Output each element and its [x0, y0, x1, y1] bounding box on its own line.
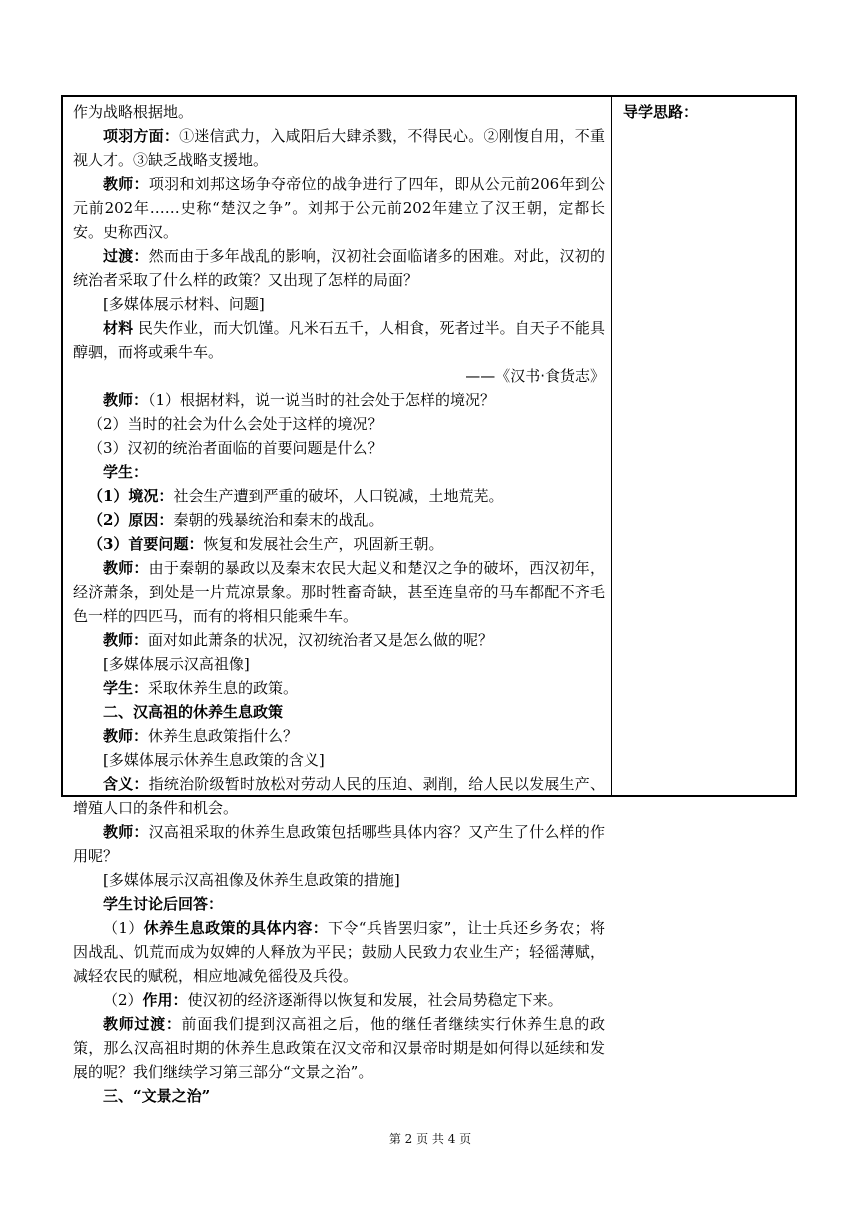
column-divider [611, 97, 612, 795]
paragraph: 教师：面对如此萧条的状况，汉初统治者又是怎么做的呢？ [103, 631, 494, 649]
page-footer: 第 2 页 共 4 页 [388, 1132, 472, 1146]
paragraph: [多媒体展示休养生息政策的含义] [103, 751, 325, 769]
paragraph: 教师：（1）根据材料，说一说当时的社会处于怎样的境况？ [103, 391, 496, 409]
paragraph: 学生：采取休养生息的政策。 [103, 679, 299, 697]
paragraph: 项羽方面：①迷信武力，入咸阳后大肆杀戮，不得民心。②刚愎自用，不重视人才。③缺乏战略支援地。 [73, 127, 605, 169]
paragraph: （2）作用：使汉初的经济逐渐得以恢复和发展，社会局势稳定下来。 [103, 991, 563, 1009]
section-heading: 三、“文景之治” [103, 1087, 211, 1105]
paragraph: 教师过渡：前面我们提到汉高祖之后，他的继任者继续实行休养生息的政策，那么汉高祖时期的休养生息政策在汉文帝和汉景帝时期是如何得以延续和发展的呢？我们继续学习第三部分“文景之治”。 [73, 1015, 605, 1081]
material-source: ——《汉书·食货志》 [465, 367, 605, 385]
paragraph: 教师：休养生息政策指什么？ [103, 727, 299, 745]
paragraph: （1）休养生息政策的具体内容：下令“兵皆罢归家”，让士兵还乡务农；将因战乱、饥荒而成为奴婢的人释放为平民；鼓励人民致力农业生产；轻徭薄赋，减轻农民的赋税，相应地减免徭役及兵役。 [73, 919, 605, 985]
paragraph: [多媒体展示材料、问题] [103, 295, 265, 313]
guide-heading: 导学思路： [623, 103, 699, 121]
paragraph: （2）原因：秦朝的残暴统治和秦末的战乱。 [88, 511, 384, 529]
section-heading: 二、汉高祖的休养生息政策 [103, 703, 284, 721]
paragraph: （3）首要问题：恢复和发展社会生产，巩固新王朝。 [88, 535, 444, 553]
paragraph: 教师：项羽和刘邦这场争夺帝位的战争进行了四年，即从公元前206年到公元前202年……史称“楚汉之争”。刘邦于公元前202年建立了汉王朝，定都长安。史称西汉。 [73, 175, 605, 241]
paragraph: 作为战略根据地。 [73, 103, 194, 121]
material-quote: 材料 民失作业，而大饥馑。凡米石五千，人相食，死者过半。自天子不能具醇驷，而将或乘牛车。 [73, 319, 605, 361]
paragraph: （2）当时的社会为什么会处于这样的境况？ [88, 415, 383, 433]
paragraph: （1）境况：社会生产遭到严重的破坏，人口锐减，土地荒芜。 [88, 487, 504, 505]
paragraph: 含义：指统治阶级暂时放松对劳动人民的压迫、剥削，给人民以发展生产、增殖人口的条件和机会。 [73, 775, 605, 817]
paragraph: [多媒体展示汉高祖像] [103, 655, 250, 673]
paragraph: 学生讨论后回答： [103, 895, 224, 913]
paragraph: 教师：汉高祖采取的休养生息政策包括哪些具体内容？又产生了什么样的作用呢？ [73, 823, 605, 865]
lesson-table [61, 95, 797, 1105]
paragraph: 过渡：然而由于多年战乱的影响，汉初社会面临诸多的困难。对此，汉初的统治者采取了什么样的政策？又出现了怎样的局面？ [73, 247, 605, 289]
lesson-content [73, 100, 605, 1108]
paragraph: 教师：由于秦朝的暴政以及秦末农民大起义和楚汉之争的破坏，西汉初年，经济萧条，到处是一片荒凉景象。那时牲畜奇缺，甚至连皇帝的马车都配不齐毛色一样的四匹马，而有的将相只能乘牛车。 [73, 559, 605, 625]
paragraph: [多媒体展示汉高祖像及休养生息政策的措施] [103, 871, 400, 889]
paragraph: （3）汉初的统治者面临的首要问题是什么？ [88, 439, 383, 457]
paragraph: 学生： [103, 463, 149, 481]
